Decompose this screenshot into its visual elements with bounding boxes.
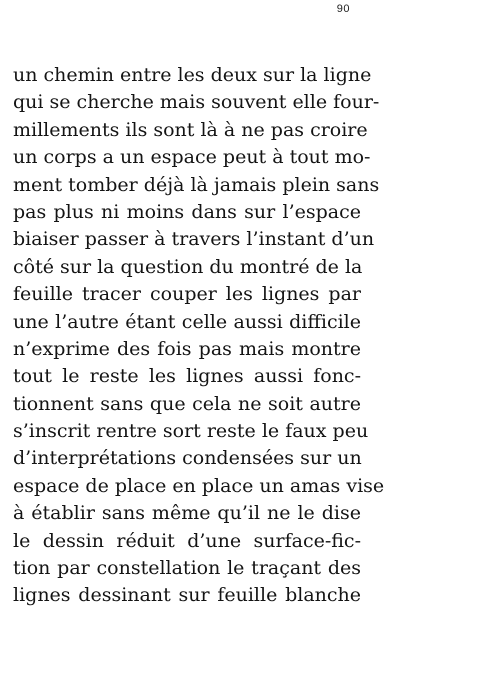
text-line: côté sur la question du montré de la bbox=[13, 255, 363, 278]
text-line: qui se cherche mais souvent elle four- bbox=[13, 91, 380, 114]
text-line: s’inscrit rentre sort reste le faux peu bbox=[13, 420, 369, 443]
text-line: un chemin entre les deux sur la ligne bbox=[13, 64, 372, 86]
text-line: à établir sans même qu’il ne le dise bbox=[13, 502, 361, 525]
text-line: ment tomber déjà là jamais plein sans bbox=[13, 173, 380, 196]
text-line: tion par constellation le traçant des bbox=[13, 557, 361, 580]
text-line: feuille tracer couper les lignes par bbox=[13, 283, 361, 306]
text-line: n’exprime des fois pas mais montre bbox=[13, 337, 361, 360]
text-line: pas plus ni moins dans sur l’espace bbox=[13, 200, 361, 223]
text-line: le dessin réduit d’une surface-fic- bbox=[13, 529, 361, 552]
text-line: une l’autre étant celle aussi difficile bbox=[13, 310, 361, 333]
text-line: tout le reste les lignes aussi fonc- bbox=[13, 365, 361, 388]
text-line: tionnent sans que cela ne soit autre bbox=[13, 392, 361, 415]
text-line: espace de place en place un amas vise bbox=[13, 474, 385, 497]
text-line: un corps a un espace peut à tout mo- bbox=[13, 146, 371, 169]
body-text bbox=[13, 62, 385, 610]
text-line: millements ils sont là à ne pas croire bbox=[13, 118, 368, 141]
text-line: lignes dessinant sur feuille blanche bbox=[13, 584, 361, 607]
text-line: biaiser passer à travers l’instant d’un bbox=[13, 228, 375, 251]
text-line: d’interprétations condensées sur un bbox=[13, 447, 362, 470]
page-number: 90 bbox=[336, 3, 350, 15]
